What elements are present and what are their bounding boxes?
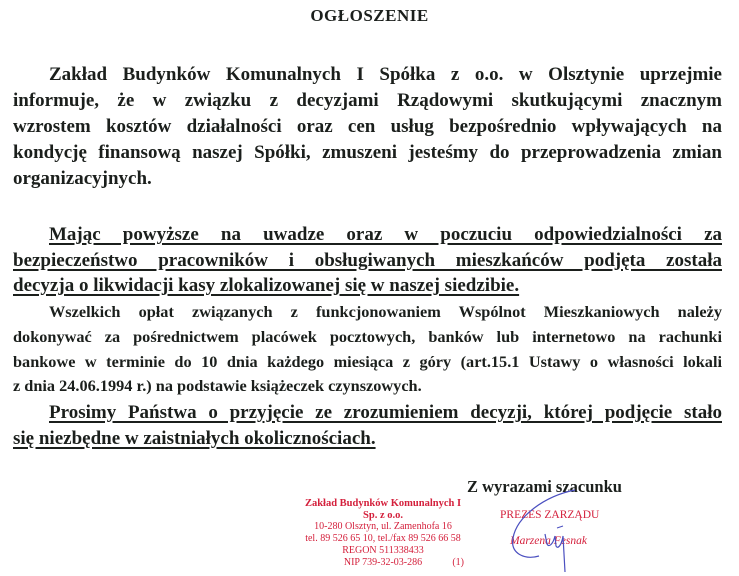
- stamp-signer-name: Marzena Fesnak: [510, 535, 587, 547]
- stamp-number: (1): [452, 556, 464, 568]
- stamp-nip-row: [298, 557, 468, 569]
- paragraph-intro: [13, 62, 722, 192]
- stamp-regon: REGON 511338433: [342, 544, 424, 556]
- text-line: bezpieczeństwo pracowników i obsługiwanych mieszkańców podjęta została: [13, 249, 722, 271]
- text-line: organizacyjnych.: [13, 168, 152, 189]
- notice-title: OGŁOSZENIE: [310, 6, 429, 25]
- text-line: wzrostem kosztów działalności oraz cen usług bezpośrednio wpływających na: [13, 116, 722, 137]
- stamp-phone: tel. 89 526 65 10, tel./fax 89 526 66 58: [305, 533, 461, 545]
- text-line: się niezbędne w zaistniałych okolicznościach.: [13, 428, 376, 449]
- stamp-nip: NIP 739-32-03-286: [343, 556, 423, 568]
- text-line: decyzja o likwidacji kasy zlokalizowanej się w naszej siedzibie.: [13, 275, 520, 296]
- company-stamp: [298, 498, 468, 568]
- text-line: Mając powyższe na uwadze oraz w poczuciu odpowiedzialności za: [49, 224, 722, 245]
- stamp-address: 10-280 Olsztyn, ul. Zamenhofa 16: [314, 521, 452, 533]
- text-line: dokonywać za pośrednictwem placówek pocztowych, banków lub internetowo na rachunki: [13, 326, 722, 346]
- stamp-role: PREZES ZARZĄDU: [500, 509, 600, 521]
- text-line: informuje, że w związku z decyzjami Rządowymi skutkującymi znacznym: [13, 90, 722, 111]
- text-line: bankowe w terminie do 10 dnia każdego miesiąca z góry (art.15.1 Ustawy o własności lokali: [13, 351, 722, 371]
- text-line: Wszelkich opłat związanych z funkcjonowaniem Wspólnot Mieszkaniowych należy: [49, 302, 722, 321]
- paragraph-request: [13, 400, 722, 452]
- closing-salutation: Z wyrazami szacunku: [467, 477, 622, 496]
- stamp-company-form: Sp. z o.o.: [363, 509, 403, 521]
- paragraph-decision: [13, 222, 722, 299]
- paragraph-payments: [13, 300, 722, 399]
- stamp-company-name: Zakład Budynków Komunalnych I: [304, 498, 462, 509]
- text-line: Prosimy Państwa o przyjęcie ze zrozumieniem decyzji, której podjęcie stało: [49, 402, 722, 423]
- text-line: Zakład Budynków Komunalnych I Spółka z o.o. w Olsztynie uprzejmie: [49, 64, 722, 85]
- text-line: kondycję finansową naszej Spółki, zmuszeni jesteśmy do przeprowadzenia zmian: [13, 142, 722, 163]
- text-line: z dnia 24.06.1994 r.) na podstawie książeczek czynszowych.: [13, 376, 422, 396]
- handwritten-signature-icon: [505, 486, 615, 576]
